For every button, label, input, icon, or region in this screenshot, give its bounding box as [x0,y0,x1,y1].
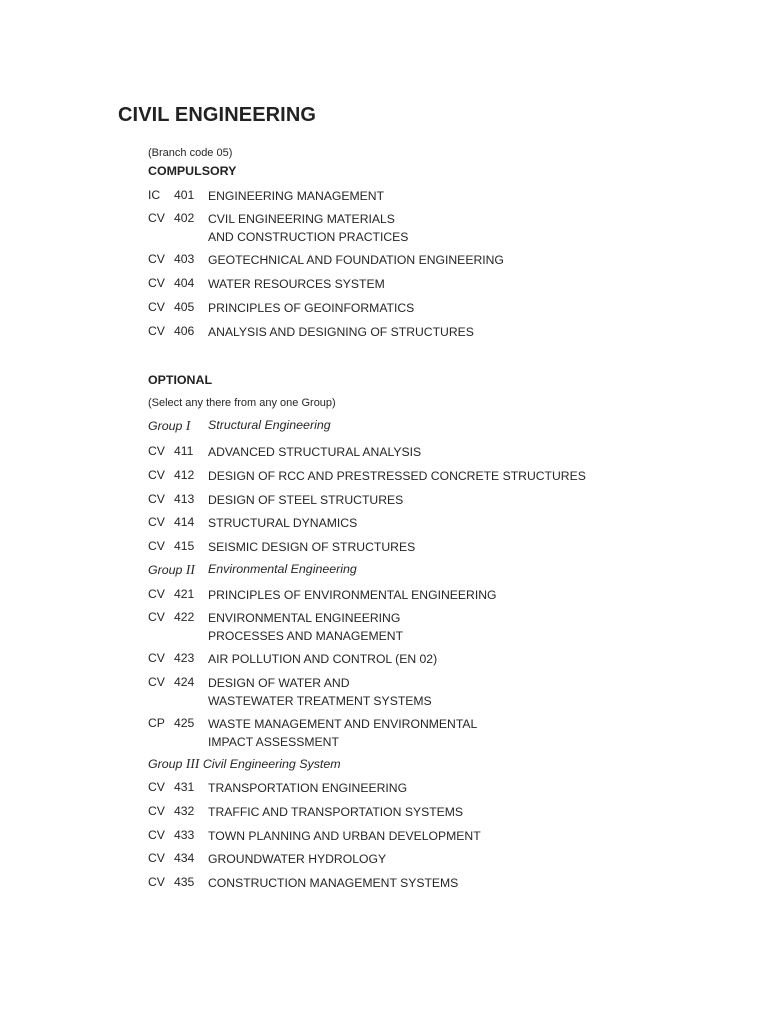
course-title: ENVIRONMENTAL ENGINEERING PROCESSES AND MANAGEMENT [208,611,404,643]
course-number: 402 [174,211,195,225]
course-dept: CV [148,444,165,458]
course-title: STRUCTURAL DYNAMICS [208,516,358,530]
course-number: 413 [174,492,195,506]
course-title: ENGINEERING MANAGEMENT [208,189,385,203]
course-dept: CV [148,851,165,865]
branch-code: (Branch code 05) [148,147,233,159]
course-number: 424 [174,675,195,689]
group-label: Group [148,757,183,771]
course-number: 411 [174,444,194,458]
course-dept: CV [148,515,165,529]
group-name: Environmental Engineering [208,562,357,576]
course-dept: CV [148,651,165,665]
course-title: CVIL ENGINEERING MATERIALS AND CONSTRUCTION PRACTICES [208,212,409,244]
course-number: 403 [174,252,195,266]
course-dept: CV [148,780,165,794]
course-title: WATER RESOURCES SYSTEM [208,277,385,291]
course-dept: CV [148,276,165,290]
course-dept: IC [148,188,161,202]
course-title: DESIGN OF STEEL STRUCTURES [208,493,404,507]
course-number: 434 [174,851,195,865]
course-title: DESIGN OF RCC AND PRESTRESSED CONCRETE STRUCTURES [208,469,586,483]
group-heading [148,756,341,772]
course-title: ANALYSIS AND DESIGNING OF STRUCTURES [208,325,474,339]
course-number: 423 [174,651,195,665]
course-title: AIR POLLUTION AND CONTROL (EN 02) [208,652,438,666]
optional-heading: OPTIONAL [148,373,213,387]
course-dept: CV [148,300,165,314]
course-title: ADVANCED STRUCTURAL ANALYSIS [208,445,422,459]
course-number: 435 [174,875,195,889]
group-heading [148,562,357,578]
course-dept: CV [148,324,165,338]
course-number: 412 [174,468,195,482]
course-number: 425 [174,716,195,730]
optional-note: (Select any there from any one Group) [148,397,336,409]
course-number: 432 [174,804,195,818]
course-dept: CP [148,716,165,730]
group-numeral: III [185,756,200,771]
course-number: 422 [174,610,195,624]
group-numeral: II [185,562,195,577]
course-dept: CV [148,828,165,842]
course-title: SEISMIC DESIGN OF STRUCTURES [208,540,416,554]
course-title: GEOTECHNICAL AND FOUNDATION ENGINEERING [208,253,504,267]
course-number: 433 [174,828,195,842]
course-dept: CV [148,587,165,601]
course-dept: CV [148,468,165,482]
group-name: Structural Engineering [208,418,331,432]
course-number: 414 [174,515,195,529]
course-dept: CV [148,675,165,689]
course-dept: CV [148,539,165,553]
course-number: 431 [174,780,195,794]
course-title: TRANSPORTATION ENGINEERING [208,781,408,795]
course-title: WASTE MANAGEMENT AND ENVIRONMENTAL IMPACT ASSESSMENT [208,717,477,749]
group-label: Group [148,419,183,433]
course-dept: CV [148,252,165,266]
group-numeral: I [185,418,191,433]
page-title: CIVIL ENGINEERING [118,104,317,126]
course-number: 406 [174,324,195,338]
course-title: TRAFFIC AND TRANSPORTATION SYSTEMS [208,805,464,819]
compulsory-heading: COMPULSORY [148,164,237,178]
course-number: 405 [174,300,195,314]
course-title: TOWN PLANNING AND URBAN DEVELOPMENT [208,829,481,843]
course-number: 401 [174,188,195,202]
course-number: 421 [174,587,195,601]
course-dept: CV [148,211,165,225]
course-dept: CV [148,875,165,889]
group-label: Group [148,563,183,577]
course-number: 415 [174,539,195,553]
course-dept: CV [148,610,165,624]
group-name: Civil Engineering System [202,757,341,771]
course-title: PRINCIPLES OF GEOINFORMATICS [208,301,415,315]
course-title: DESIGN OF WATER AND WASTEWATER TREATMENT SYSTEMS [208,676,432,708]
course-title: GROUNDWATER HYDROLOGY [208,852,387,866]
course-dept: CV [148,492,165,506]
course-number: 404 [174,276,195,290]
course-title: PRINCIPLES OF ENVIRONMENTAL ENGINEERING [208,588,497,602]
course-dept: CV [148,804,165,818]
group-heading [148,418,331,434]
course-title: CONSTRUCTION MANAGEMENT SYSTEMS [208,876,459,890]
